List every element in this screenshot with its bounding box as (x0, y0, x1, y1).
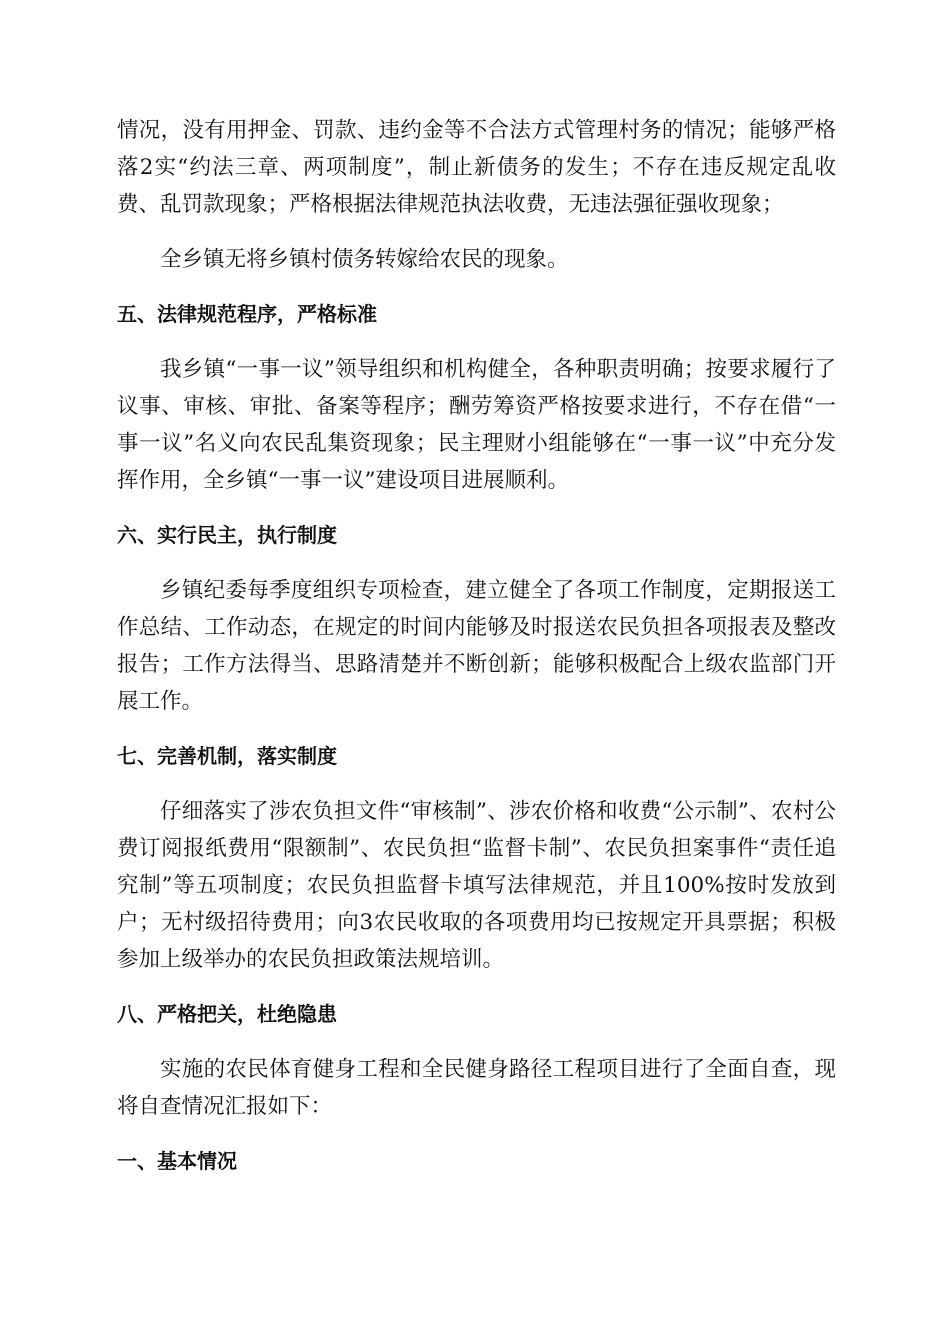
paragraph: 仔细落实了涉农负担文件“审核制”、涉农价格和收费“公示制”、农村公费订阅报纸费用“限额制”、农民负担“监督卡制”、农民负担案事件“责任追究制”等五项制度；农民负担监督卡填写法律规范，并且100%按时发放到户；无村级招待费用；向3农民收取的各项费用均已按规定开具票据；积极参加上级举办的农民负担政策法规培训。 (117, 799, 836, 972)
section-heading: 六、实行民主，执行制度 (117, 523, 337, 547)
section-heading: 一、基本情况 (117, 1149, 237, 1173)
section-heading: 七、完善机制，落实制度 (117, 744, 337, 768)
paragraph-continued: 情况，没有用押金、罚款、违约金等不合法方式管理村务的情况；能够严格落2实“约法三章、两项制度”，制止新债务的发生；不存在违反规定乱收费、乱罚款现象；严格根据法律规范执法收费，无违法强征强收现象； (117, 118, 836, 217)
section-heading: 五、法律规范程序，严格标准 (117, 302, 377, 326)
section-heading: 八、严格把关，杜绝隐患 (117, 1002, 337, 1026)
paragraph: 实施的农民体育健身工程和全民健身路径工程项目进行了全面自查，现将自查情况汇报如下： (117, 1057, 836, 1119)
paragraph: 乡镇纪委每季度组织专项检查，建立健全了各项工作制度，定期报送工作总结、工作动态，在规定的时间内能够及时报送农民负担各项报表及整改报告；工作方法得当、思路清楚并不断创新；能够积极配合上级农监部门开展工作。 (117, 578, 836, 714)
paragraph: 我乡镇“一事一议”领导组织和机构健全，各种职责明确；按要求履行了议事、审核、审批、备案等程序；酬劳筹资严格按要求进行，不存在借“一事一议”名义向农民乱集资现象；民主理财小组能够在“一事一议”中充分发挥作用，全乡镇“一事一议”建设项目进展顺利。 (117, 357, 836, 493)
paragraph: 全乡镇无将乡镇村债务转嫁给农民的现象。 (160, 247, 569, 272)
